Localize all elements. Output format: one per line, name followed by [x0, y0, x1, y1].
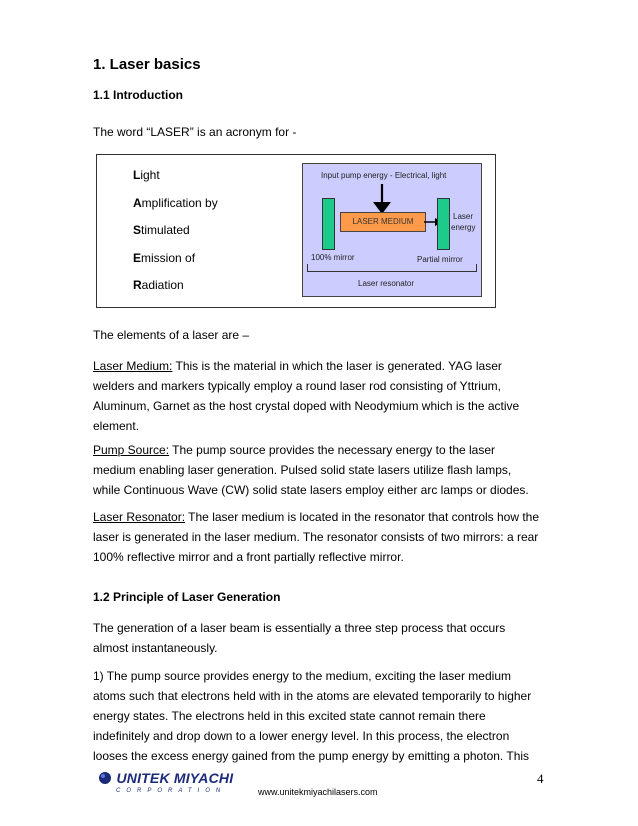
footer-url: www.unitekmiyachilasers.com: [258, 787, 378, 797]
full-mirror-label: 100% mirror: [311, 253, 355, 262]
pump-paragraph: Pump Source: The pump source provides the necessary energy to the laser medium enabling laser generation. Pulsed solid state lasers utilize flash lamps, while Continuous Wave (CW) solid state lasers employ either arc lamps or diodes.: [93, 443, 529, 497]
company-logo: UNITEK MIYACHI CORPORATION: [98, 770, 233, 794]
acronym-line: Light: [133, 168, 160, 182]
resonator-term: Laser Resonator:: [93, 510, 186, 524]
principle-paragraph-2: 1) The pump source provides energy to the medium, exciting the laser medium atoms such that electrons held with in the atoms are elevated temporarily to higher energy states. The electrons held in this excited state cannot remain there indefinitely and drop down to a lower energy level. In this process, the electron looses the excess energy gained from the pump energy by emitting a photon. This: [93, 669, 532, 763]
pump-term: Pump Source:: [93, 443, 170, 457]
acronym-line: Emission of: [133, 251, 196, 265]
elements-intro: The elements of a laser are –: [93, 328, 250, 342]
pump-label: Input pump energy - Electrical, light: [321, 171, 447, 180]
medium-paragraph: Laser Medium: This is the material in which the laser is generated. YAG laser welders and markers typically employ a round laser rod consisting of Yttrium, Aluminum, Garnet as the host crystal doped with Neodymium which is the active element.: [93, 359, 520, 433]
partial-mirror: [437, 198, 450, 250]
acronym-line: Amplification by: [133, 196, 218, 210]
full-mirror: [322, 198, 335, 250]
intro-heading: 1.1 Introduction: [93, 88, 183, 102]
resonator-label: Laser resonator: [358, 279, 415, 288]
page-number: 4: [537, 771, 544, 786]
intro-text: The word “LASER” is an acronym for -: [93, 125, 297, 139]
resonator-bracket: [307, 264, 477, 272]
acronym-line: Radiation: [133, 278, 184, 292]
acronym-line: Stimulated: [133, 223, 190, 237]
logo-globe-icon: [98, 771, 112, 785]
principle-heading: 1.2 Principle of Laser Generation: [93, 590, 281, 604]
partial-mirror-label: Partial mirror: [417, 255, 463, 264]
section-title: 1. Laser basics: [93, 56, 201, 73]
output-label: Laser: [453, 212, 474, 221]
output-label: energy: [451, 223, 476, 232]
resonator-paragraph: Laser Resonator: The laser medium is located in the resonator that controls how the laser is generated in the laser medium. The resonator consists of two mirrors: a rear 100% reflective mirror and a front partially reflective mirror.: [93, 510, 540, 564]
principle-paragraph-1: The generation of a laser beam is essentially a three step process that occurs almost instantaneously.: [93, 621, 506, 655]
medium-term: Laser Medium:: [93, 359, 173, 373]
laser-medium: LASER MEDIUM: [340, 212, 426, 232]
